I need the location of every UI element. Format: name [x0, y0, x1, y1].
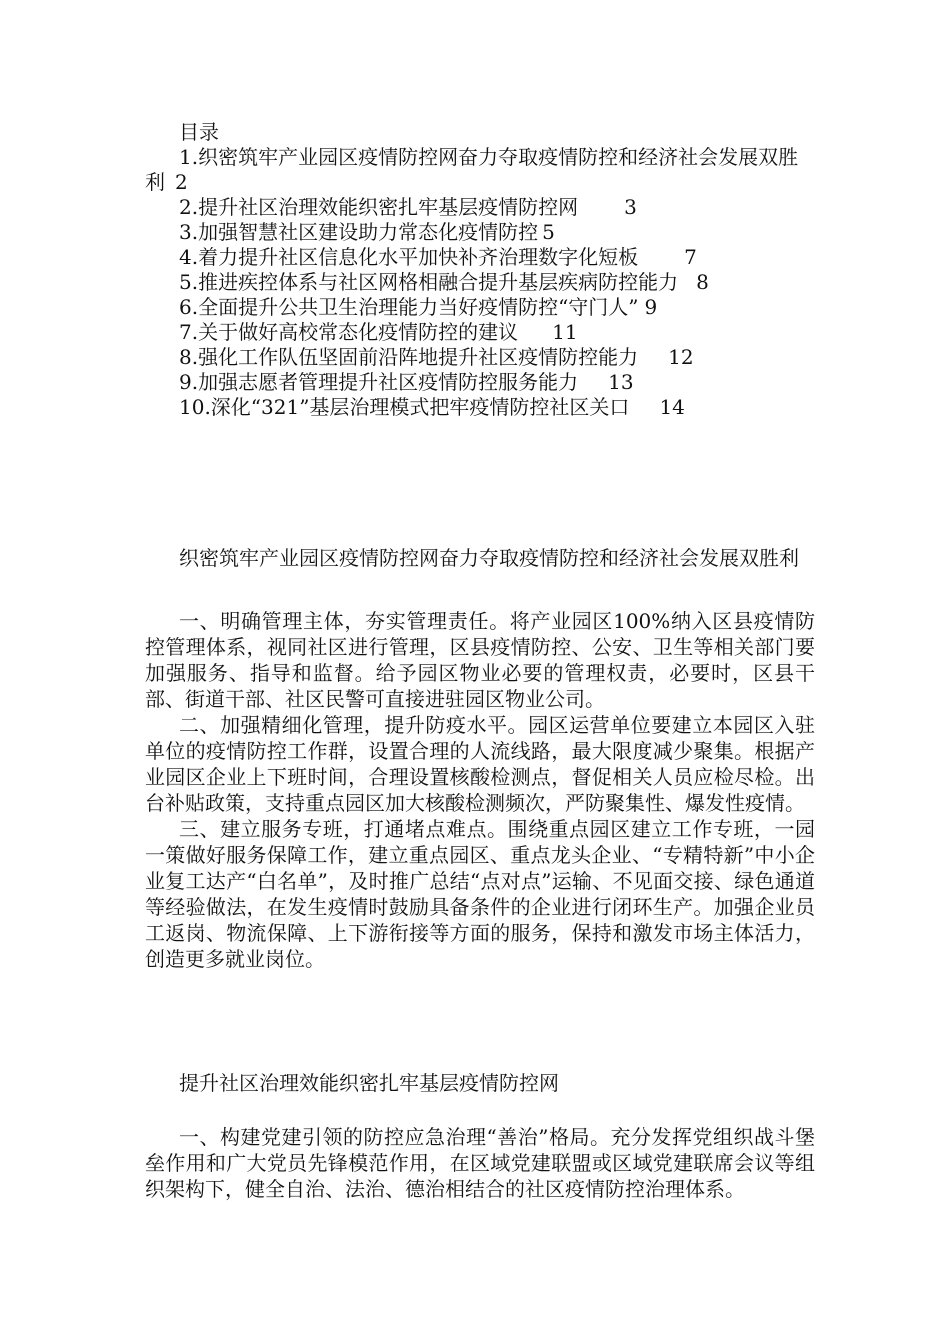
toc-page-number: 3	[624, 195, 637, 219]
section-industrial-park	[145, 545, 815, 972]
table-of-contents	[145, 120, 815, 420]
toc-item-8[interactable]	[145, 345, 815, 370]
toc-item-7[interactable]	[145, 320, 815, 345]
toc-item-9[interactable]	[145, 370, 815, 395]
toc-page-number: 8	[696, 270, 709, 294]
toc-item-text: 4.着力提升社区信息化水平加快补齐治理数字化短板	[179, 245, 639, 269]
toc-page-number: 2	[175, 170, 188, 194]
toc-item-text: 3.加强智慧社区建设助力常态化疫情防控	[179, 220, 539, 244]
toc-item-6[interactable]	[145, 295, 815, 320]
toc-page-number: 5	[542, 220, 555, 244]
toc-page-number: 11	[552, 320, 578, 344]
toc-item-text: 8.强化工作队伍坚固前沿阵地提升社区疫情防控能力	[179, 345, 639, 369]
section-title: 织密筑牢产业园区疫情防控网奋力夺取疫情防控和经济社会发展双胜利	[179, 546, 799, 570]
section-title: 提升社区治理效能织密扎牢基层疫情防控网	[179, 1071, 559, 1095]
toc-item-10[interactable]	[145, 395, 815, 420]
section-paragraph: 二、加强精细化管理，提升防疫水平。园区运营单位要建立本园区入驻单位的疫情防控工作群，设置合理的人流线路，最大限度减少聚集。根据产业园区企业上下班时间，合理设置核酸检测点，督促相关人员应检尽检。出台补贴政策，支持重点园区加大核酸检测频次，严防聚集性、爆发性疫情。	[145, 713, 815, 815]
toc-item-5[interactable]	[145, 270, 815, 295]
toc-page-number: 9	[644, 295, 658, 319]
toc-page-number: 14	[659, 395, 685, 419]
section-community-governance	[145, 1070, 815, 1202]
toc-item-4[interactable]	[145, 245, 815, 270]
toc-item-text: 5.推进疾控体系与社区网格相融合提升基层疾病防控能力	[179, 270, 679, 294]
toc-item-text: 1.织密筑牢产业园区疫情防控网奋力夺取疫情防控和经济社会发展双胜利	[145, 145, 799, 194]
toc-item-text: 9.加强志愿者管理提升社区疫情防控服务能力	[179, 370, 579, 394]
toc-item-text: 7.关于做好高校常态化疫情防控的建议	[179, 320, 519, 344]
toc-page-number: 12	[668, 345, 694, 369]
toc-item-text: 2.提升社区治理效能织密扎牢基层疫情防控网	[179, 195, 579, 219]
toc-item-3[interactable]	[145, 220, 815, 245]
toc-item-text: 6.全面提升公共卫生治理能力当好疫情防控“守门人”	[179, 295, 639, 319]
toc-title: 目录	[179, 120, 219, 144]
toc-item-1[interactable]	[145, 145, 815, 195]
toc-item-text: 10.深化“321”基层治理模式把牢疫情防控社区关口	[179, 395, 630, 419]
toc-page-number: 7	[684, 245, 697, 269]
section-paragraph: 一、构建党建引领的防控应急治理“善治”格局。充分发挥党组织战斗堡垒作用和广大党员先锋模范作用，在区域党建联盟或区域党建联席会议等组织架构下，健全自治、法治、德治相结合的社区疫情防控治理体系。	[145, 1125, 815, 1201]
toc-item-2[interactable]	[145, 195, 815, 220]
section-paragraph: 一、明确管理主体，夯实管理责任。将产业园区100%纳入区县疫情防控管理体系，视同社区进行管理，区县疫情防控、公安、卫生等相关部门要加强服务、指导和监督。给予园区物业必要的管理权责，必要时，区县干部、街道干部、社区民警可直接进驻园区物业公司。	[145, 609, 815, 711]
toc-page-number: 13	[608, 370, 634, 394]
section-paragraph: 三、建立服务专班，打通堵点难点。围绕重点园区建立工作专班，一园一策做好服务保障工作，建立重点园区、重点龙头企业、“专精特新”中小企业复工达产“白名单”，及时推广总结“点对点”运输、不见面交接、绿色通道等经验做法，在发生疫情时鼓励具备条件的企业进行闭环生产。加强企业员工返岗、物流保障、上下游衔接等方面的服务，保持和激发市场主体活力，创造更多就业岗位。	[145, 817, 815, 971]
